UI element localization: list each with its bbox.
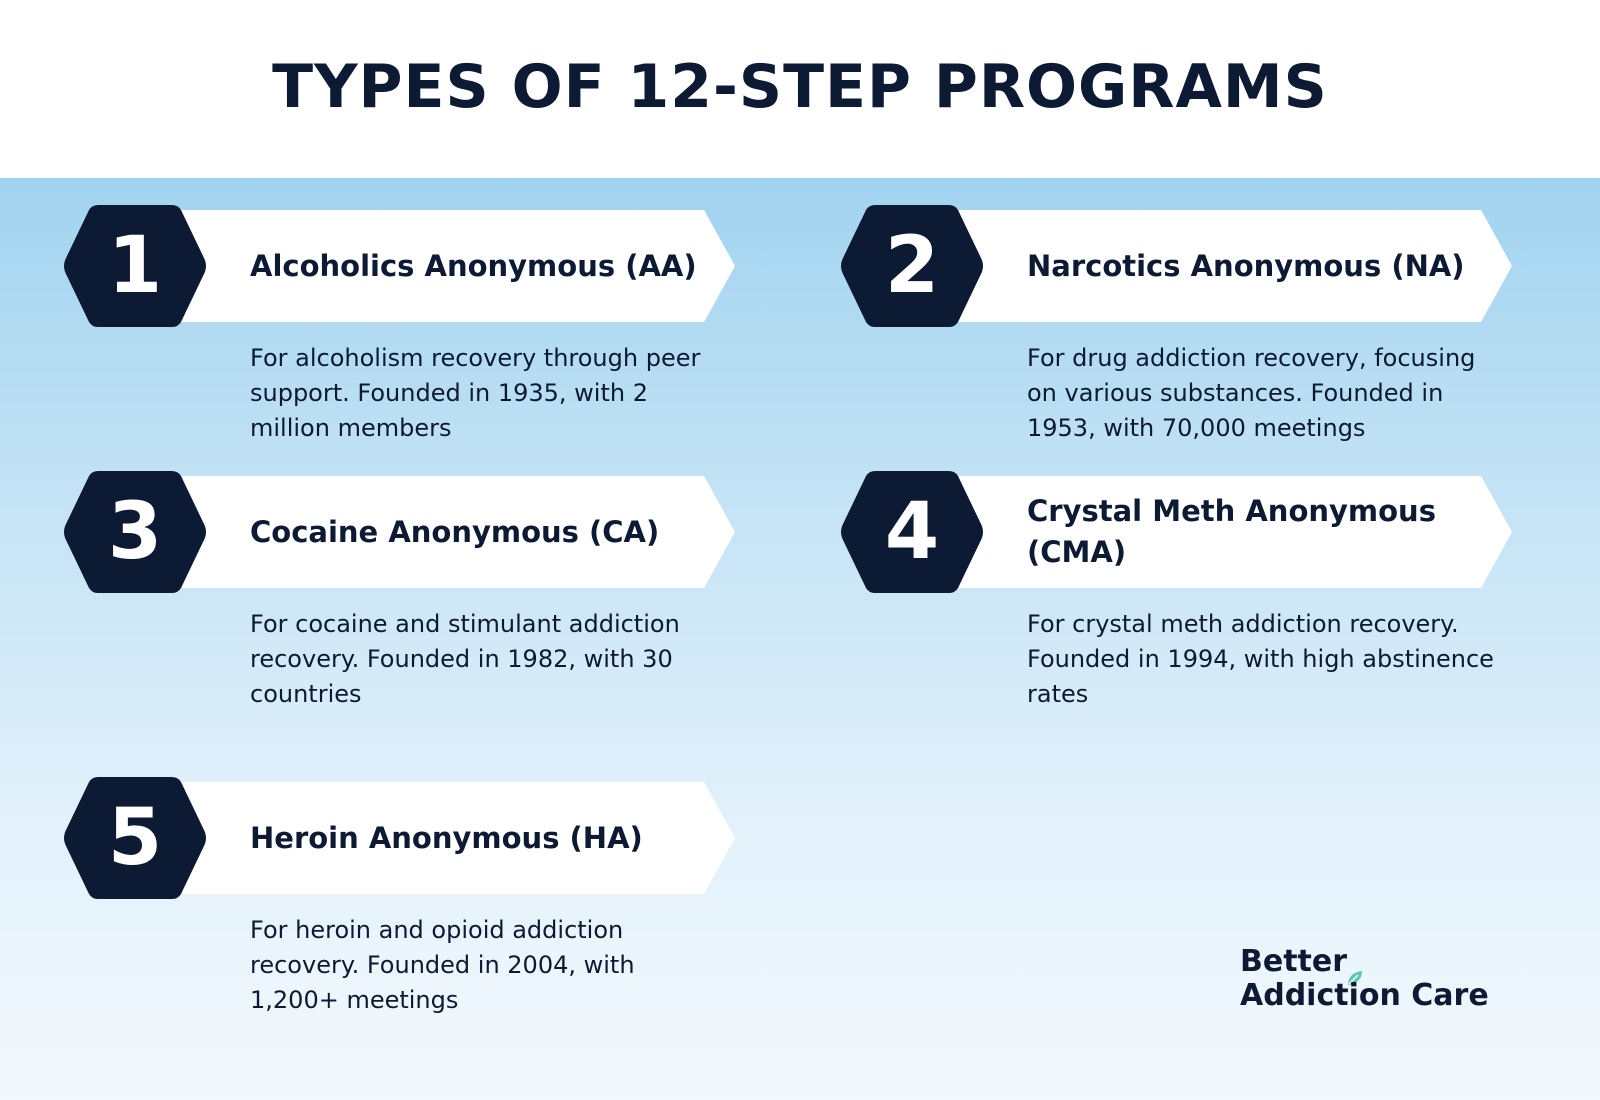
program-description: For heroin and opioid addiction recovery. Founded in 2004, with 1,200+ meetings [250,916,635,1014]
brand-logo [1240,945,1500,1025]
program-number: 2 [884,221,940,311]
program-title [250,210,720,322]
page-title: TYPES OF 12-STEP PROGRAMS [272,52,1328,122]
program-number: 5 [107,793,163,883]
number-hexagon [62,201,208,331]
program-card-1 [0,201,701,471]
number-hexagon [839,201,985,331]
program-title-text: Heroin Anonymous (HA) [250,820,643,855]
program-card-2 [777,201,1476,471]
program-number: 4 [884,487,940,577]
number-hexagon [62,773,208,903]
program-card-3 [0,467,680,737]
program-number: 3 [107,487,163,577]
program-number: 1 [107,221,163,311]
logo-line-1: Better [1240,944,1348,979]
program-description: For drug addiction recovery, focusing on various substances. Founded in 1953, with 70,000 meetings [1027,344,1476,442]
program-description: For crystal meth addiction recovery. Founded in 1994, with high abstinence rates [1027,610,1494,708]
number-hexagon [839,467,985,597]
program-card-5 [0,773,680,1043]
header [0,0,1600,178]
program-title-text: Cocaine Anonymous (CA) [250,514,660,549]
program-title-text: Narcotics Anonymous (NA) [1027,248,1465,283]
program-title [1027,210,1497,322]
program-title-text: Crystal Meth Anonymous (CMA) [1027,494,1436,569]
program-title-text: Alcoholics Anonymous (AA) [250,248,697,283]
program-title [1027,476,1497,588]
program-card-4 [777,467,1494,737]
logo-line-2: Addiction Care [1240,978,1489,1013]
number-hexagon [62,467,208,597]
program-description: For alcoholism recovery through peer support. Founded in 1935, with 2 million members [250,344,701,442]
program-title [250,476,720,588]
program-description: For cocaine and stimulant addiction recovery. Founded in 1982, with 30 countries [250,610,680,708]
program-title [250,782,720,894]
